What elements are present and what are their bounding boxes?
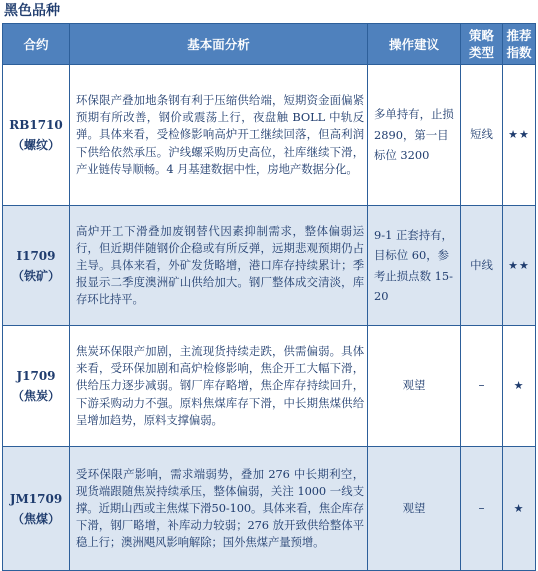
rating-stars: ★★ [503,206,536,326]
contract-code: RB1710 [9,118,63,132]
advice-cell: 观望 [368,326,461,447]
futures-table [2,23,536,571]
contract-name: （铁矿） [11,268,60,283]
advice-cell: 观望 [368,447,461,571]
contract-cell [3,326,70,447]
analysis-cell: 焦炭环保限产加剧，主流现货持续走跌，供需偏弱。具体来看，受环保加剧和高炉检修影响，焦企开工大幅下滑，供给压力逐步减弱。钢厂库存略增，焦企库存持续回升，下游采购动力不强。原料焦煤库存下滑，中长期焦煤供给呈增加趋势，原料支撑偏弱。 [70,326,368,447]
rating-stars: ★★ [503,65,536,206]
table-row [3,206,536,326]
contract-cell [3,206,70,326]
header-index-text: 推荐 指数 [506,28,532,60]
analysis-cell: 受环保限产影响，需求端弱势，叠加 276 中长期利空，现货端跟随焦炭持续承压，整体偏弱，关注 1000 一线支撑。近期山西或主焦煤下滑50-100。具体来看，焦企库存下滑，钢厂略增，补库动力较弱；276 放开致供给整体平稳上行；澳洲飓风影响解除；国外焦煤产量预增。 [70,447,368,571]
rating-stars: ★ [503,447,536,571]
contract-code: I1709 [16,248,56,263]
header-analysis: 基本面分析 [70,24,368,65]
table-row [3,447,536,571]
analysis-cell: 环保限产叠加地条钢有利于压缩供给端，短期资金面偏紧预期有所改善，钢价或震荡上行，夜盘触 BOLL 中轨反弹。具体来看，受检修影响高炉开工继续回落，但高利润下供给依然承压。沪线螺采购历史高位，社库继续下滑，产业链传导顺畅。4 月基建数据中性，房地产数据分化。 [70,65,368,206]
table-row [3,326,536,447]
section-title: 黑色品种 [4,3,60,19]
advice-cell: 9-1 正套持有，目标位 60，参考止损点数 15-20 [368,206,461,326]
contract-code: JM1709 [9,491,63,506]
table-row [3,65,536,206]
strategy-cell: – [461,447,503,571]
advice-cell: 多单持有，止损 2890，第一目标位 3200 [368,65,461,206]
header-index [503,24,536,65]
analysis-cell: 高炉开工下滑叠加废钢替代因素抑制需求，整体偏弱运行，但近期伴随钢价企稳或有所反弹，远期悲观预期仍占主导。具体来看，外矿发货略增，港口库存持续累计；季报显示二季度澳洲矿山供给加大。钢厂整体成交清淡，库存环比持平。 [70,206,368,326]
contract-cell [3,447,70,571]
strategy-cell: 短线 [461,65,503,206]
header-strategy-text: 策略 类型 [468,28,494,60]
contract-name: （焦煤） [11,511,60,526]
header-advice: 操作建议 [368,24,461,65]
contract-code: J1709 [16,369,56,383]
contract-name: （螺纹） [11,138,60,152]
rating-stars: ★ [503,326,536,447]
strategy-cell: 中线 [461,206,503,326]
header-contract: 合约 [3,24,70,65]
contract-cell [3,65,70,206]
table-header-row [3,24,536,65]
contract-name: （焦炭） [11,389,60,403]
header-strategy [461,24,503,65]
strategy-cell: – [461,326,503,447]
